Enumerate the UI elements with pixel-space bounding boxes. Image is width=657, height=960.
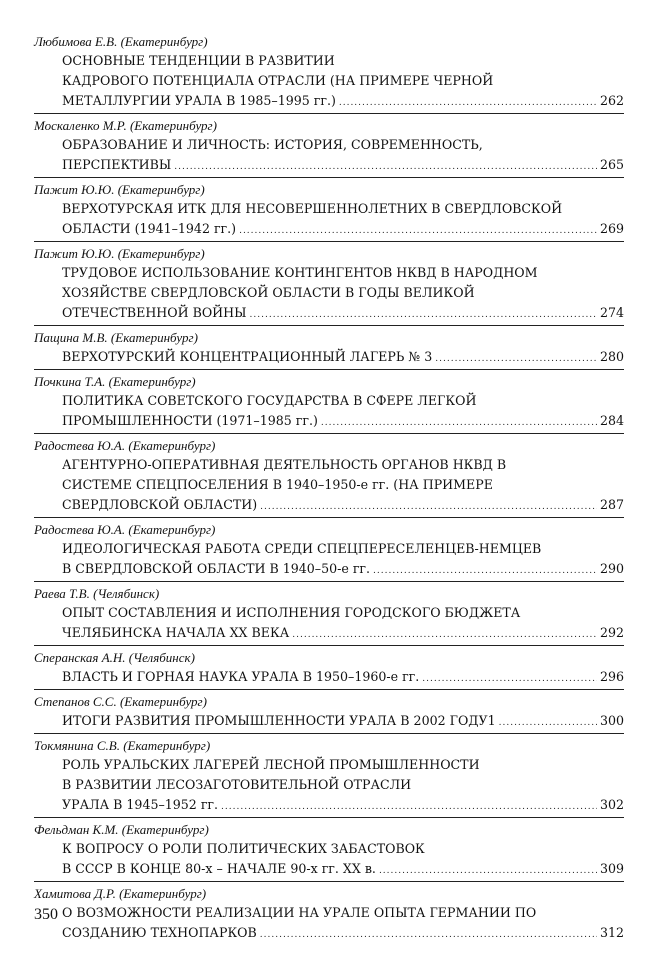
toc-entry-title — [62, 667, 624, 687]
toc-entry-page-number: 300 — [599, 713, 624, 728]
toc-entry-title — [62, 539, 624, 579]
toc-title-line — [62, 623, 624, 643]
toc-title-text: ОПЫТ СОСТАВЛЕНИЯ И ИСПОЛНЕНИЯ ГОРОДСКОГО БЮДЖЕТА — [62, 605, 521, 620]
toc-entry-author: Хамитова Д.Р. (Екатеринбург) — [34, 886, 207, 901]
toc-entry-page-number: 274 — [599, 305, 624, 320]
toc-entry — [34, 521, 624, 582]
toc-entry-author: Сперанская А.Н. (Челябинск) — [34, 650, 195, 665]
toc-entry-author: Токмянина С.В. (Екатеринбург) — [34, 738, 211, 753]
toc-title-text: ИТОГИ РАЗВИТИЯ ПРОМЫШЛЕННОСТИ УРАЛА В 2002 ГОДУ1 — [62, 713, 496, 728]
dot-leader — [260, 497, 597, 517]
toc-entry — [34, 437, 624, 518]
dot-leader — [239, 221, 597, 241]
toc-title-text: ОБРАЗОВАНИЕ И ЛИЧНОСТЬ: ИСТОРИЯ, СОВРЕМЕННОСТЬ, — [62, 137, 483, 152]
toc-title-line — [62, 411, 624, 431]
toc-title-text: ОСНОВНЫЕ ТЕНДЕНЦИИ В РАЗВИТИИ — [62, 53, 335, 68]
toc-entry — [34, 329, 624, 370]
toc-title-line — [62, 135, 624, 155]
toc-entry-title — [62, 263, 624, 323]
toc-title-text: РОЛЬ УРАЛЬСКИХ ЛАГЕРЕЙ ЛЕСНОЙ ПРОМЫШЛЕННОСТИ — [62, 757, 480, 772]
toc-entry — [34, 117, 624, 178]
toc-title-text: ВЛАСТЬ И ГОРНАЯ НАУКА УРАЛА В 1950–1960-е гг. — [62, 669, 420, 684]
toc-entry-title — [62, 135, 624, 175]
toc-title-line — [62, 903, 624, 923]
toc-entry-author: Пажит Ю.Ю. (Екатеринбург) — [34, 182, 205, 197]
toc-title-text: ВЕРХОТУРСКАЯ ИТК ДЛЯ НЕСОВЕРШЕННОЛЕТНИХ В СВЕРДЛОВСКОЙ — [62, 201, 563, 216]
toc-title-text: СИСТЕМЕ СПЕЦПОСЕЛЕНИЯ В 1940–1950-е гг. (НА ПРИМЕРЕ — [62, 477, 493, 492]
toc-title-text: СВЕРДЛОВСКОЙ ОБЛАСТИ) — [62, 497, 258, 512]
toc-title-text: В СССР В КОНЦЕ 80-х – НАЧАЛЕ 90-х гг. XX в. — [62, 861, 376, 876]
toc-entry — [34, 585, 624, 646]
dot-leader — [422, 669, 597, 689]
toc-title-line — [62, 455, 624, 475]
toc-title-line — [62, 347, 624, 367]
toc-title-text: ИДЕОЛОГИЧЕСКАЯ РАБОТА СРЕДИ СПЕЦПЕРЕСЕЛЕНЦЕВ-НЕМЦЕВ — [62, 541, 542, 556]
toc-title-line — [62, 755, 624, 775]
toc-entry-page-number: 265 — [599, 157, 624, 172]
toc-title-text: В СВЕРДЛОВСКОЙ ОБЛАСТИ В 1940–50-е гг. — [62, 561, 371, 576]
toc-entry-author: Фельдман К.М. (Екатеринбург) — [34, 822, 209, 837]
toc-title-text: О ВОЗМОЖНОСТИ РЕАЛИЗАЦИИ НА УРАЛЕ ОПЫТА ГЕРМАНИИ ПО — [62, 905, 537, 920]
toc-entry-title — [62, 347, 624, 367]
toc-title-text: В РАЗВИТИИ ЛЕСОЗАГОТОВИТЕЛЬНОЙ ОТРАСЛИ — [62, 777, 412, 792]
toc-title-line — [62, 219, 624, 239]
toc-title-line — [62, 391, 624, 411]
toc-entry-title — [62, 391, 624, 431]
toc-title-line — [62, 91, 624, 111]
toc-entry-page-number: 309 — [599, 861, 624, 876]
toc-title-line — [62, 495, 624, 515]
toc-entry-page-number: 287 — [599, 497, 624, 512]
toc-entry-author: Степанов С.С. (Екатеринбург) — [34, 694, 207, 709]
dot-leader — [174, 157, 597, 177]
toc-entry — [34, 181, 624, 242]
toc-entry-title — [62, 711, 624, 731]
toc-entry-author: Любимова Е.В. (Екатеринбург) — [34, 34, 208, 49]
toc-entry-author: Москаленко М.Р. (Екатеринбург) — [34, 118, 217, 133]
toc-title-text: К ВОПРОСУ О РОЛИ ПОЛИТИЧЕСКИХ ЗАБАСТОВОК — [62, 841, 425, 856]
toc-entry-title — [62, 51, 624, 111]
toc-entry-page-number: 280 — [599, 349, 624, 364]
toc-title-text: ВЕРХОТУРСКИЙ КОНЦЕНТРАЦИОННЫЙ ЛАГЕРЬ № 3 — [62, 349, 433, 364]
toc-entry — [34, 693, 624, 734]
toc-title-text: ПРОМЫШЛЕННОСТИ (1971–1985 гг.) — [62, 413, 318, 428]
toc-entry-author: Пажит Ю.Ю. (Екатеринбург) — [34, 246, 205, 261]
toc-title-text: МЕТАЛЛУРГИИ УРАЛА В 1985–1995 гг.) — [62, 93, 336, 108]
toc-entry-author: Радостева Ю.А. (Екатеринбург) — [34, 438, 216, 453]
dot-leader — [435, 349, 597, 369]
toc-entry-author: Радостева Ю.А. (Екатеринбург) — [34, 522, 216, 537]
toc-title-line — [62, 263, 624, 283]
toc-title-text: КАДРОВОГО ПОТЕНЦИАЛА ОТРАСЛИ (НА ПРИМЕРЕ ЧЕРНОЙ — [62, 73, 494, 88]
toc-entry-title — [62, 455, 624, 515]
toc-title-text: ХОЗЯЙСТВЕ СВЕРДЛОВСКОЙ ОБЛАСТИ В ГОДЫ ВЕЛИКОЙ — [62, 285, 475, 300]
toc-title-line — [62, 539, 624, 559]
toc-entry — [34, 33, 624, 114]
toc-entry-title — [62, 603, 624, 643]
toc-title-line — [62, 559, 624, 579]
toc-title-line — [62, 303, 624, 323]
toc-entry-page-number: 292 — [599, 625, 624, 640]
dot-leader — [339, 93, 597, 113]
page-number: 350 — [34, 906, 58, 923]
toc-entry-page-number: 296 — [599, 669, 624, 684]
toc-entry-title — [62, 755, 624, 815]
toc-title-line — [62, 775, 624, 795]
toc-title-text: ОБЛАСТИ (1941–1942 гг.) — [62, 221, 237, 236]
toc-entry-author: Пащина М.В. (Екатеринбург) — [34, 330, 198, 345]
dot-leader — [373, 561, 597, 581]
toc-entry-author: Почкина Т.А. (Екатеринбург) — [34, 374, 196, 389]
dot-leader — [379, 861, 597, 881]
dot-leader — [321, 413, 597, 433]
toc-title-line — [62, 71, 624, 91]
toc-entry-author: Раева Т.В. (Челябинск) — [34, 586, 160, 601]
toc-entry — [34, 649, 624, 690]
toc-title-text: УРАЛА В 1945–1952 гг. — [62, 797, 219, 812]
dot-leader — [292, 625, 597, 645]
toc-title-line — [62, 923, 624, 943]
toc-entry-page-number: 312 — [599, 925, 624, 940]
toc-entry-page-number: 284 — [599, 413, 624, 428]
table-of-contents — [34, 33, 624, 948]
toc-title-line — [62, 667, 624, 687]
toc-entry-title — [62, 839, 624, 879]
toc-title-text: ЧЕЛЯБИНСКА НАЧАЛА XX ВЕКА — [62, 625, 290, 640]
toc-entry-title — [62, 903, 624, 943]
toc-entry-page-number: 302 — [599, 797, 624, 812]
toc-entry-page-number: 290 — [599, 561, 624, 576]
toc-title-line — [62, 475, 624, 495]
toc-entry — [34, 885, 624, 945]
toc-title-line — [62, 155, 624, 175]
toc-title-line — [62, 283, 624, 303]
toc-title-line — [62, 199, 624, 219]
toc-title-line — [62, 51, 624, 71]
toc-title-text: ПЕРСПЕКТИВЫ — [62, 157, 172, 172]
toc-title-line — [62, 795, 624, 815]
toc-entry-page-number: 262 — [599, 93, 624, 108]
dot-leader — [260, 925, 597, 945]
toc-title-text: ТРУДОВОЕ ИСПОЛЬЗОВАНИЕ КОНТИНГЕНТОВ НКВД В НАРОДНОМ — [62, 265, 538, 280]
toc-entry-title — [62, 199, 624, 239]
toc-title-line — [62, 859, 624, 879]
dot-leader — [221, 797, 597, 817]
toc-entry-page-number: 269 — [599, 221, 624, 236]
toc-title-line — [62, 603, 624, 623]
dot-leader — [499, 713, 597, 733]
toc-entry — [34, 245, 624, 326]
toc-title-text: СОЗДАНИЮ ТЕХНОПАРКОВ — [62, 925, 257, 940]
toc-entry — [34, 737, 624, 818]
toc-entry — [34, 373, 624, 434]
toc-title-text: ОТЕЧЕСТВЕННОЙ ВОЙНЫ — [62, 305, 247, 320]
toc-title-line — [62, 839, 624, 859]
toc-title-text: АГЕНТУРНО-ОПЕРАТИВНАЯ ДЕЯТЕЛЬНОСТЬ ОРГАНОВ НКВД В — [62, 457, 507, 472]
toc-title-line — [62, 711, 624, 731]
dot-leader — [250, 305, 597, 325]
toc-entry — [34, 821, 624, 882]
toc-title-text: ПОЛИТИКА СОВЕТСКОГО ГОСУДАРСТВА В СФЕРЕ ЛЕГКОЙ — [62, 393, 477, 408]
